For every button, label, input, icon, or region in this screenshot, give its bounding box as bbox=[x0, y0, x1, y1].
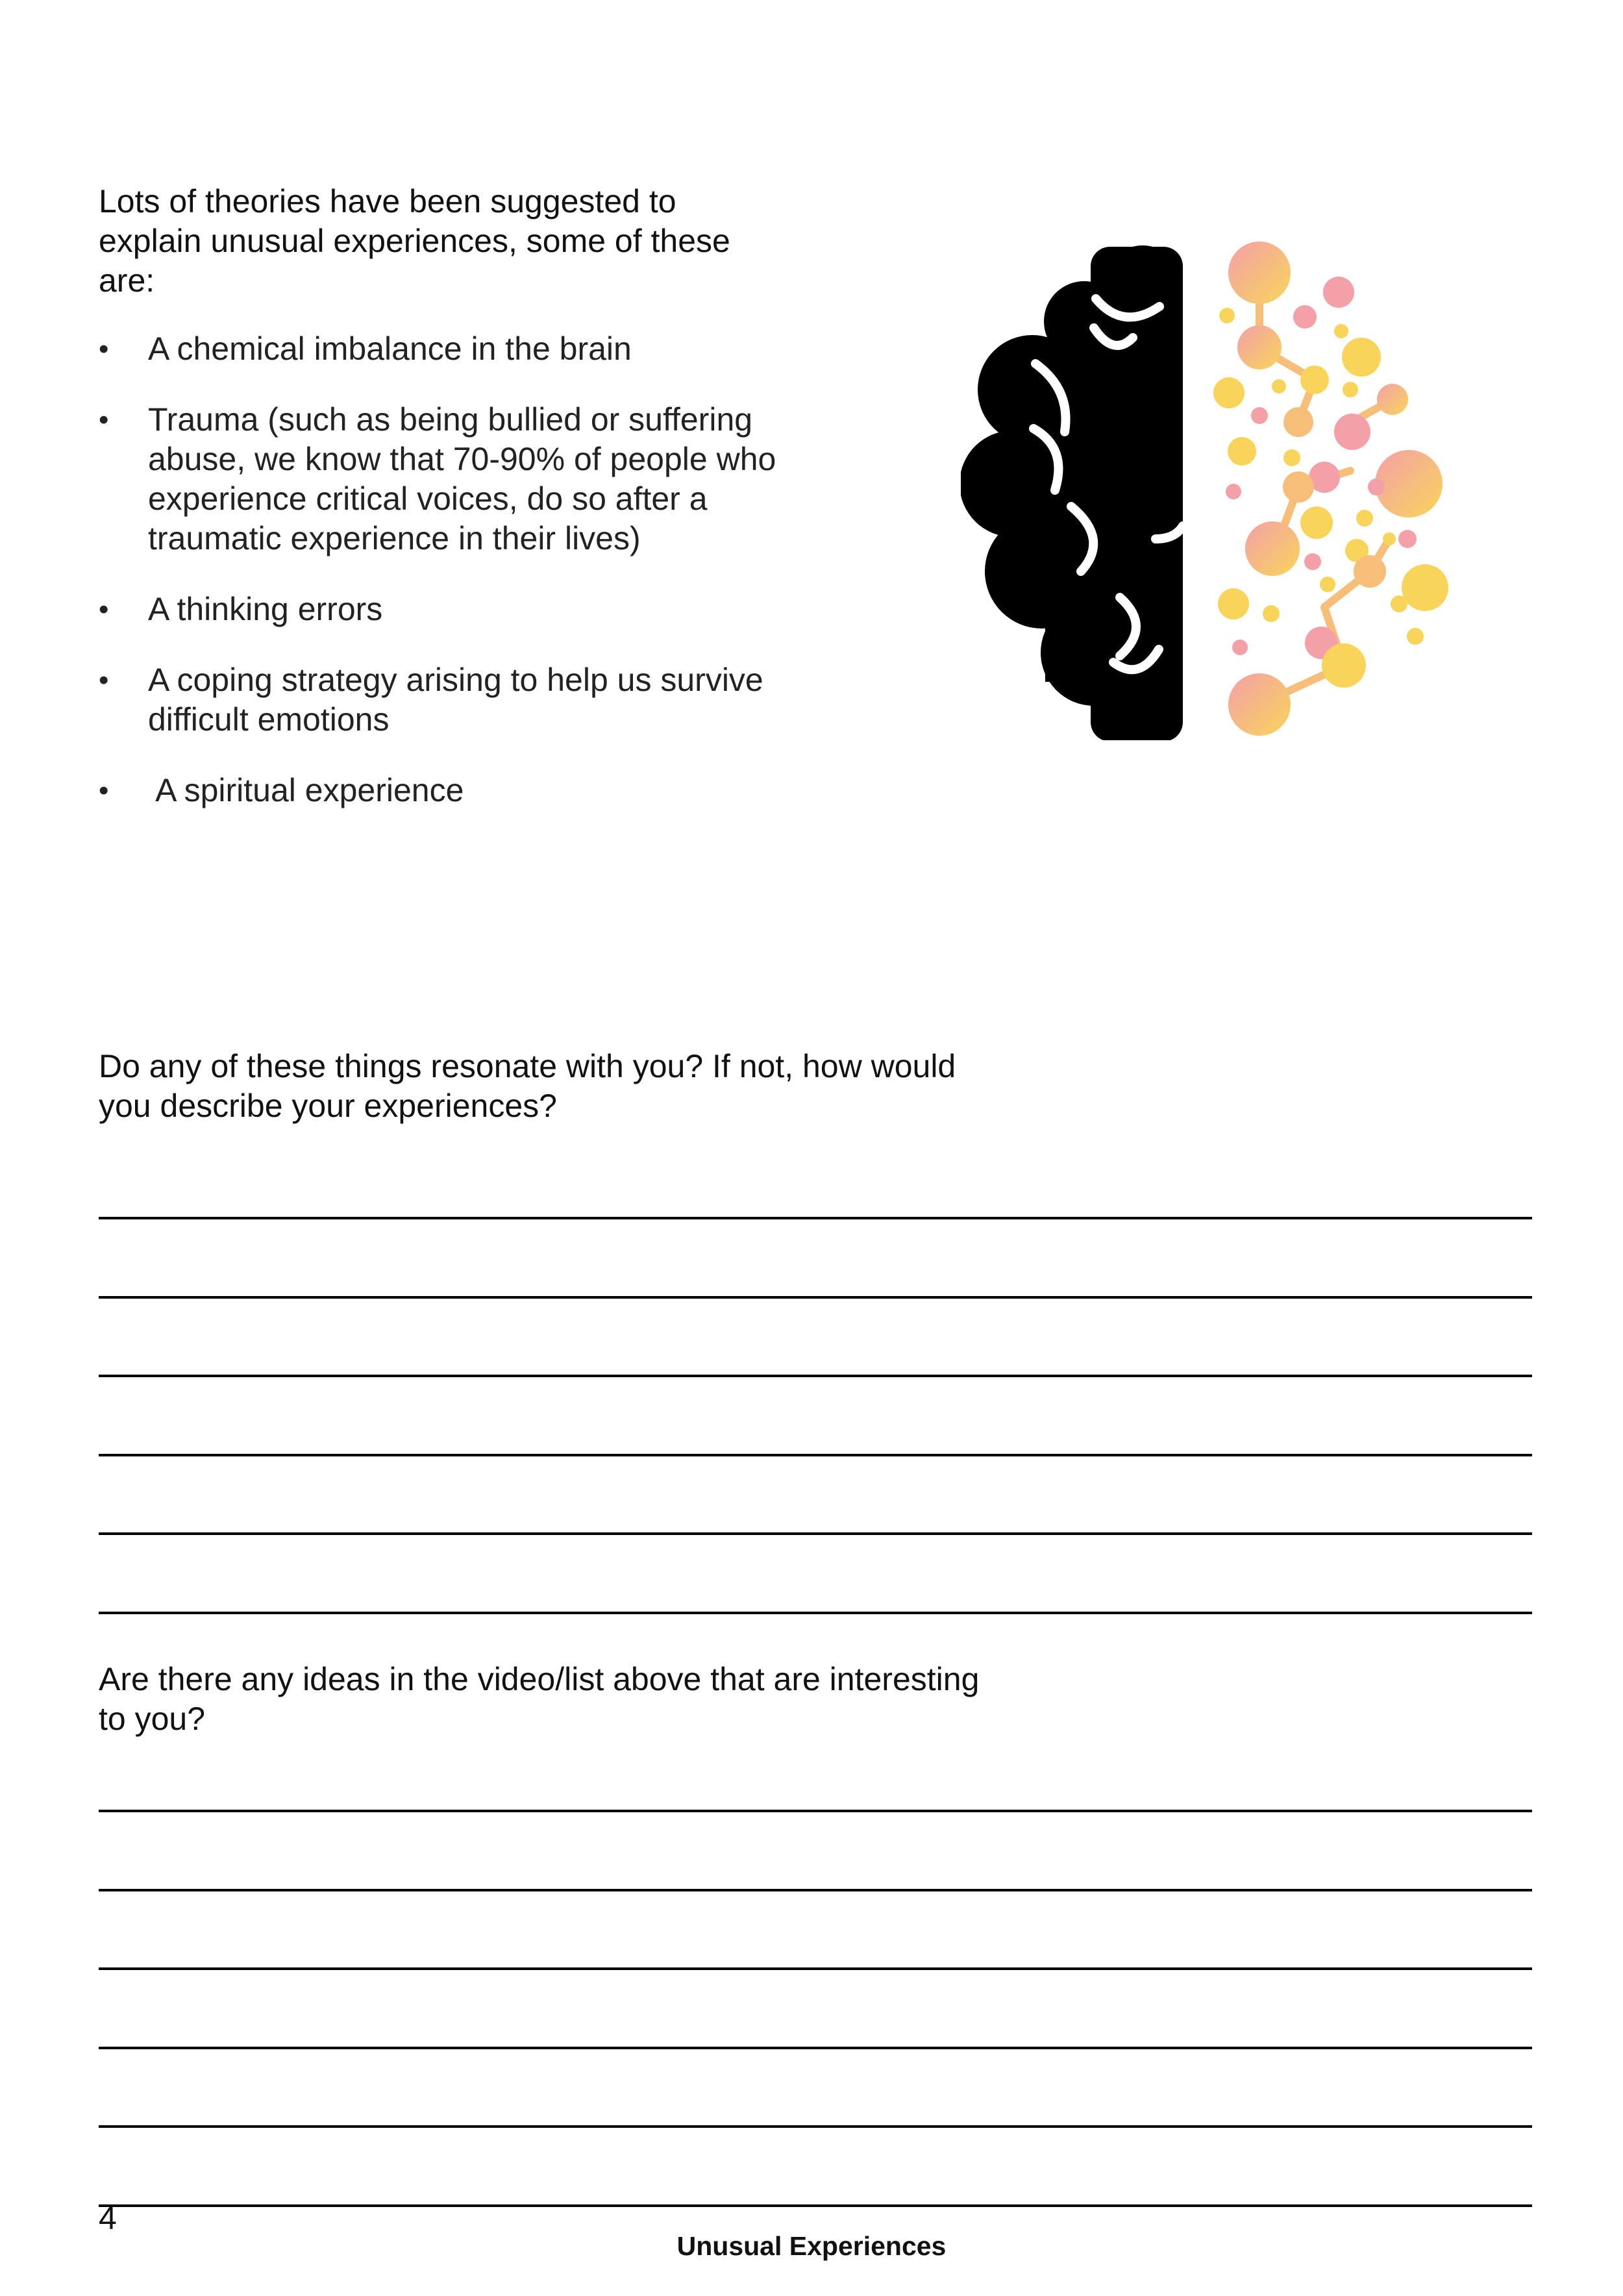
list-item bbox=[99, 400, 800, 558]
answer-line[interactable] bbox=[99, 1296, 1532, 1299]
theories-list bbox=[99, 329, 800, 842]
brain-right-neural-network-icon bbox=[1213, 242, 1448, 736]
list-item-text: Trauma (such as being bullied or suffering abuse, we know that 70-90% of people who experience critical voices, do so after a traumatic experience in their lives) bbox=[148, 401, 776, 556]
answer-line[interactable] bbox=[99, 1810, 1532, 1812]
list-item-text: A spiritual experience bbox=[148, 772, 464, 808]
answer-line[interactable] bbox=[99, 2204, 1532, 2207]
answer-line[interactable] bbox=[99, 1967, 1532, 1970]
answer-line[interactable] bbox=[99, 1454, 1532, 1456]
list-item bbox=[99, 660, 800, 740]
bullet-icon: • bbox=[99, 664, 109, 696]
bullet-icon: • bbox=[99, 404, 109, 436]
question-resonate: Do any of these things resonate with you? If not, how would you describe your experiences? bbox=[99, 1048, 956, 1124]
list-item bbox=[99, 590, 800, 629]
bullet-icon: • bbox=[99, 333, 109, 365]
answer-line[interactable] bbox=[99, 1612, 1532, 1614]
bullet-icon: • bbox=[99, 593, 109, 625]
brain-left-hemisphere-icon bbox=[961, 245, 1183, 740]
list-item-text: A coping strategy arising to help us survive difficult emotions bbox=[148, 662, 763, 738]
answer-line[interactable] bbox=[99, 1532, 1532, 1535]
intro-paragraph: Lots of theories have been suggested to explain unusual experiences, some of these are: bbox=[99, 183, 730, 299]
page-number: 4 bbox=[99, 2200, 117, 2236]
brain-illustration bbox=[961, 234, 1454, 740]
footer-title: Unusual Experiences bbox=[676, 2231, 947, 2261]
bullet-icon: • bbox=[99, 775, 109, 806]
answer-line[interactable] bbox=[99, 1889, 1532, 1891]
list-item-text: A chemical imbalance in the brain bbox=[148, 331, 632, 367]
answer-line[interactable] bbox=[99, 1375, 1532, 1377]
list-item bbox=[99, 329, 800, 369]
answer-line[interactable] bbox=[99, 2125, 1532, 2128]
answer-line[interactable] bbox=[99, 2047, 1532, 2049]
question-interesting-ideas: Are there any ideas in the video/list above that are interesting to you? bbox=[99, 1661, 980, 1737]
list-item bbox=[99, 771, 800, 810]
answer-line[interactable] bbox=[99, 1217, 1532, 1219]
list-item-text: A thinking errors bbox=[148, 591, 383, 627]
